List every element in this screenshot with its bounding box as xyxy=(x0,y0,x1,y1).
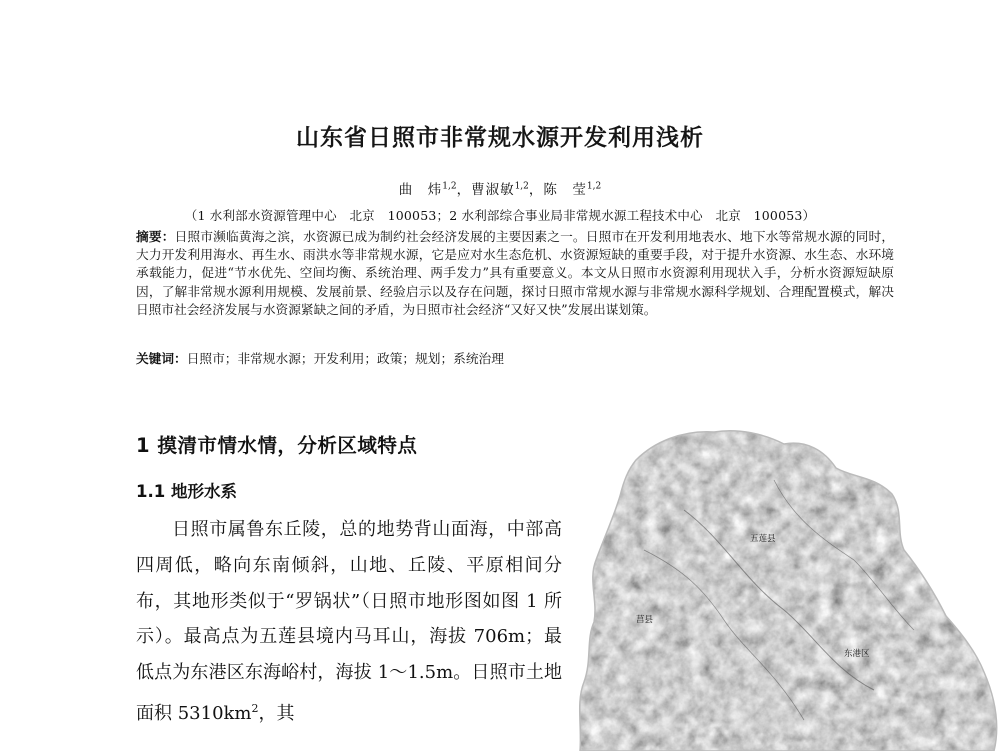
author-name: 陈 莹 xyxy=(543,182,587,198)
author-separator: ， xyxy=(528,182,544,198)
body-paragraph xyxy=(136,512,562,732)
section-heading: 1 摸清市情水情，分析区域特点 xyxy=(136,434,418,457)
author-name: 曹淑敏 xyxy=(471,182,515,198)
map-label-wulian: 五莲县 xyxy=(750,534,776,544)
author-affiliation-mark: 1,2 xyxy=(586,181,602,192)
terrain-map-figure xyxy=(574,420,1000,751)
keywords xyxy=(136,350,894,368)
abstract-text: 日照市濒临黄海之滨，水资源已成为制约社会经济发展的主要因素之一。日照市在开发利用地表水、地下水等常规水源的同时，大力开发利用海水、再生水、雨洪水等非常规水源，它是应对水生态危机、水资源短缺的重要手段，对于提升水资源、水生态、水环境承载能力，促进“节水优先、空间均衡、系统治理、两手发力”具有重要意义。本文从日照市水资源利用现状入手，分析水资源短缺原因，了解非常规水源利用规模、发展前景、经验启示以及存在问题，探讨日照市常规水源与非常规水源科学规划、合理配置模式，解决日照市社会经济发展与水资源紧缺之间的矛盾，为日照市社会经济“又好又快”发展出谋划策。 xyxy=(136,229,895,317)
map-label-donggang: 东港区 xyxy=(844,649,870,659)
author-line xyxy=(0,178,1000,198)
keywords-label: 关键词： xyxy=(136,351,187,366)
subsection-heading: 1.1 地形水系 xyxy=(136,482,237,501)
keywords-text: 日照市；非常规水源；开发利用；政策；规划；系统治理 xyxy=(186,351,504,366)
terrain-map-image xyxy=(574,420,1000,751)
abstract-label: 摘要： xyxy=(136,229,175,244)
paper-title: 山东省日照市非常规水源开发利用浅析 xyxy=(296,125,704,151)
abstract xyxy=(136,228,894,319)
area-unit-superscript: 2 xyxy=(251,701,259,715)
affiliation-line: （1 水利部水资源管理中心 北京 100053；2 水利部综合事业局非常规水源工程技术中心 北京 100053） xyxy=(184,208,816,223)
body-text-tail: ，其 xyxy=(258,702,295,724)
author-affiliation-mark: 1,2 xyxy=(514,181,529,192)
map-label-juxian: 莒县 xyxy=(636,615,654,625)
author-separator: ， xyxy=(456,182,472,198)
author-affiliation-mark: 1,2 xyxy=(442,181,457,192)
body-text: 日照市属鲁东丘陵，总的地势背山面海，中部高四周低，略向东南倾斜，山地、丘陵、平原相间分布，其地形类似于“罗锅状”（日照市地形图如图 1 所示）。最高点为五莲县境内马耳山，海拔 706m；最低点为东港区东海峪村，海拔 1～1.5m。日照市土地面积 5310km xyxy=(136,519,562,724)
author-name: 曲 炜 xyxy=(398,182,443,198)
